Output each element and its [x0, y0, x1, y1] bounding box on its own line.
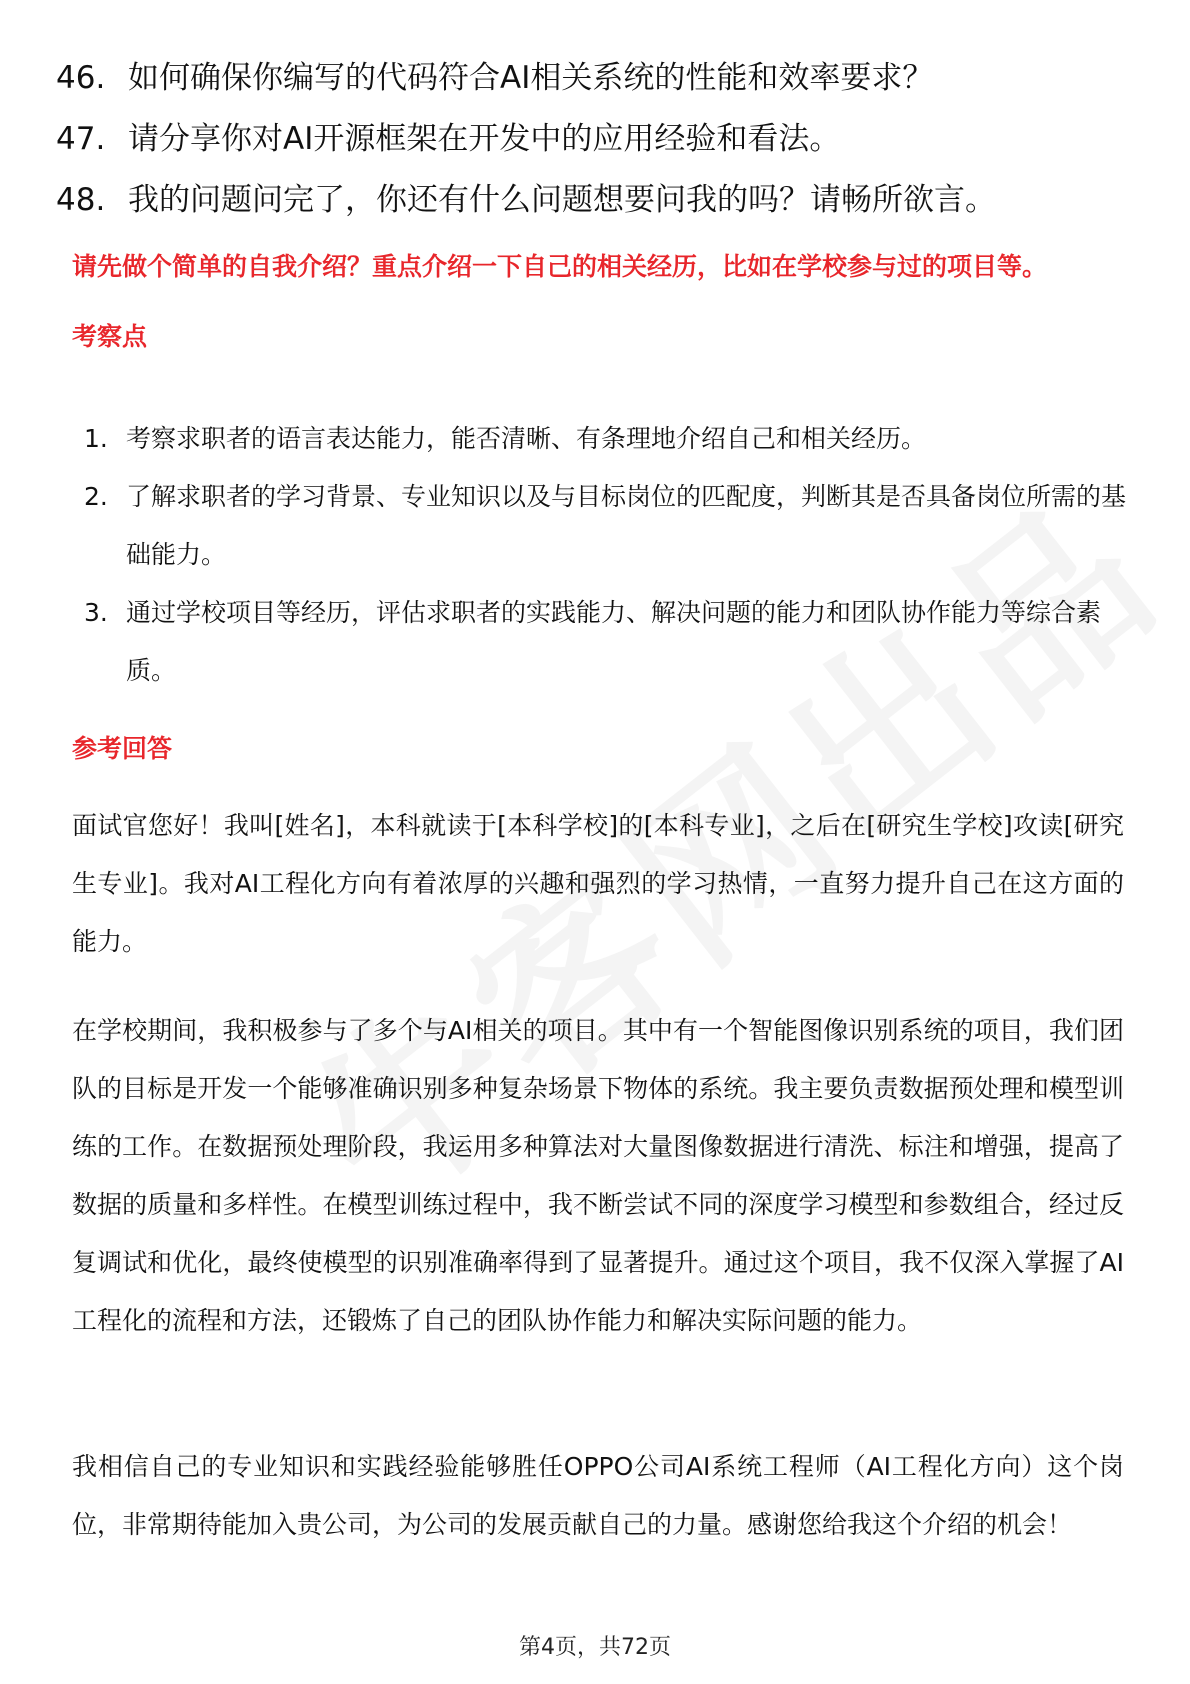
question-item [56, 109, 1146, 170]
point-item [84, 410, 1144, 468]
question-number: 47. [56, 121, 106, 157]
question-number: 46. [56, 60, 106, 96]
answer-paragraph: 在学校期间，我积极参与了多个与AI相关的项目。其中有一个智能图像识别系统的项目，我们团队的目标是开发一个能够准确识别多种复杂场景下物体的系统。我主要负责数据预处理和模型训练的工作。在数据预处理阶段，我运用多种算法对大量图像数据进行清洗、标注和增强，提高了数据的质量和多样性。在模型训练过程中，我不断尝试不同的深度学习模型和参数组合，经过反复调试和优化，最终使模型的识别准确率得到了显著提升。通过这个项目，我不仅深入掌握了AI工程化的流程和方法，还锻炼了自己的团队协作能力和解决实际问题的能力。 [72, 1016, 1124, 1335]
question-text: 请分享你对AI开源框架在开发中的应用经验和看法。 [128, 121, 841, 157]
point-item [84, 468, 1144, 584]
point-number: 1. [84, 424, 108, 453]
points-list [84, 410, 1144, 700]
answer-paragraph: 我相信自己的专业知识和实践经验能够胜任OPPO公司AI系统工程师（AI工程化方向）这个岗位，非常期待能加入贵公司，为公司的发展贡献自己的力量。感谢您给我这个介绍的机会！ [72, 1452, 1124, 1539]
question-list [56, 48, 1146, 231]
point-text: 考察求职者的语言表达能力，能否清晰、有条理地介绍自己和相关经历。 [126, 424, 927, 453]
point-number: 2. [84, 482, 108, 511]
point-text: 通过学校项目等经历，评估求职者的实践能力、解决问题的能力和团队协作能力等综合素质。 [126, 598, 1102, 685]
answer-paragraph: 面试官您好！我叫[姓名]，本科就读于[本科学校]的[本科专业]，之后在[研究生学校]攻读[研究生专业]。我对AI工程化方向有着浓厚的兴趣和强烈的学习热情，一直努力提升自己在这方面的能力。 [72, 811, 1124, 956]
question-text: 如何确保你编写的代码符合AI相关系统的性能和效率要求？ [128, 60, 934, 96]
question-item [56, 170, 1146, 231]
points-heading: 考察点 [72, 322, 148, 351]
question-text: 我的问题问完了，你还有什么问题想要问我的吗？请畅所欲言。 [128, 182, 996, 218]
point-text: 了解求职者的学习背景、专业知识以及与目标岗位的匹配度，判断其是否具备岗位所需的基础能力。 [126, 482, 1127, 569]
page-footer: 第4页，共72页 [519, 1635, 671, 1660]
point-number: 3. [84, 598, 108, 627]
point-item [84, 584, 1144, 700]
answer-heading: 参考回答 [72, 734, 173, 763]
current-question-title: 请先做个简单的自我介绍？重点介绍一下自己的相关经历，比如在学校参与过的项目等。 [72, 252, 1048, 281]
question-number: 48. [56, 182, 106, 218]
question-item [56, 48, 1146, 109]
